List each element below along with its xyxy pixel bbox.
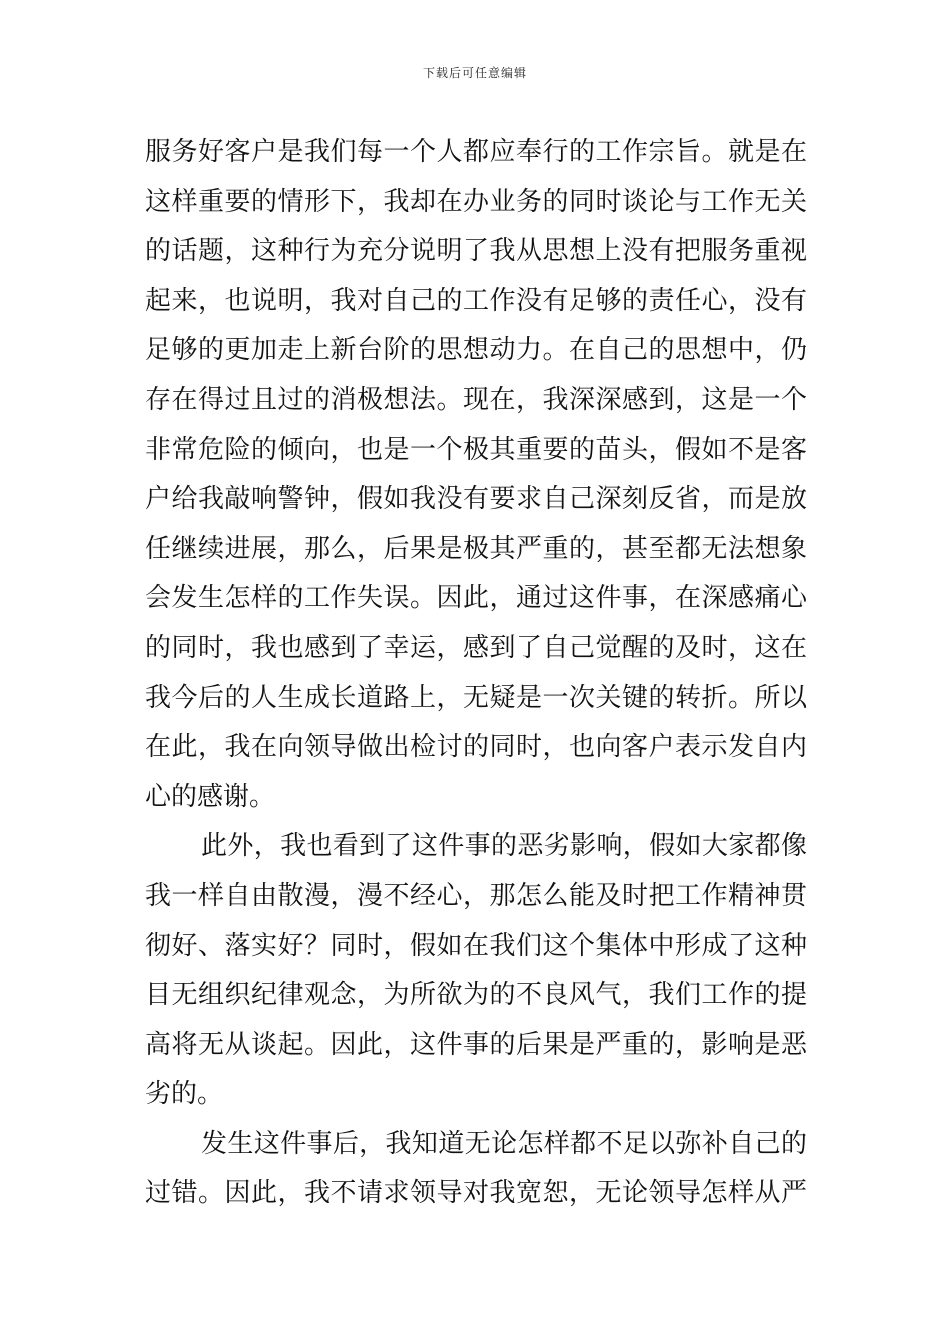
paragraph-1 <box>145 128 807 822</box>
text-line: 的同时，我也感到了幸运，感到了自己觉醒的及时，这在 <box>145 632 807 663</box>
text-line: 劣的。 <box>145 1079 224 1110</box>
text-line: 足够的更加走上新台阶的思想动力。在自己的思想中，仍 <box>145 335 807 366</box>
text-line: 任继续进展，那么，后果是极其严重的，甚至都无法想象 <box>145 533 807 564</box>
paragraph-3 <box>145 1120 807 1219</box>
text-line: 户给我敲响警钟，假如我没有要求自己深刻反省，而是放 <box>145 484 807 515</box>
text-line: 我一样自由散漫，漫不经心，那怎么能及时把工作精神贯 <box>145 880 807 911</box>
text-line: 彻好、落实好？同时，假如在我们这个集体中形成了这种 <box>145 930 807 961</box>
text-line: 这样重要的情形下，我却在办业务的同时谈论与工作无关 <box>145 186 807 217</box>
text-line: 过错。因此，我不请求领导对我宽恕，无论领导怎样从严 <box>145 1178 807 1209</box>
page-header-note: 下载后可任意编辑 <box>422 66 527 80</box>
text-line: 我今后的人生成长道路上，无疑是一次关键的转折。所以 <box>145 682 807 713</box>
document-body <box>145 128 807 1219</box>
text-line: 心的感谢。 <box>145 781 276 812</box>
text-line: 高将无从谈起。因此，这件事的后果是严重的，影响是恶 <box>145 1029 807 1060</box>
text-line: 起来，也说明，我对自己的工作没有足够的责任心，没有 <box>145 285 807 316</box>
text-line: 存在得过且过的消极想法。现在，我深深感到，这是一个 <box>145 384 807 415</box>
text-line: 目无组织纪律观念，为所欲为的不良风气，我们工作的提 <box>145 980 807 1011</box>
text-line: 服务好客户是我们每一个人都应奉行的工作宗旨。就是在 <box>145 137 807 167</box>
paragraph-2 <box>145 822 807 1120</box>
text-line: 此外，我也看到了这件事的恶劣影响，假如大家都像 <box>201 831 807 862</box>
text-line: 在此，我在向领导做出检讨的同时，也向客户表示发自内 <box>145 732 807 763</box>
text-line: 会发生怎样的工作失误。因此，通过这件事，在深感痛心 <box>145 583 807 614</box>
text-line: 非常危险的倾向，也是一个极其重要的苗头，假如不是客 <box>145 434 807 465</box>
text-line: 的话题，这种行为充分说明了我从思想上没有把服务重视 <box>145 236 807 267</box>
text-line: 发生这件事后，我知道无论怎样都不足以弥补自己的 <box>201 1128 807 1159</box>
